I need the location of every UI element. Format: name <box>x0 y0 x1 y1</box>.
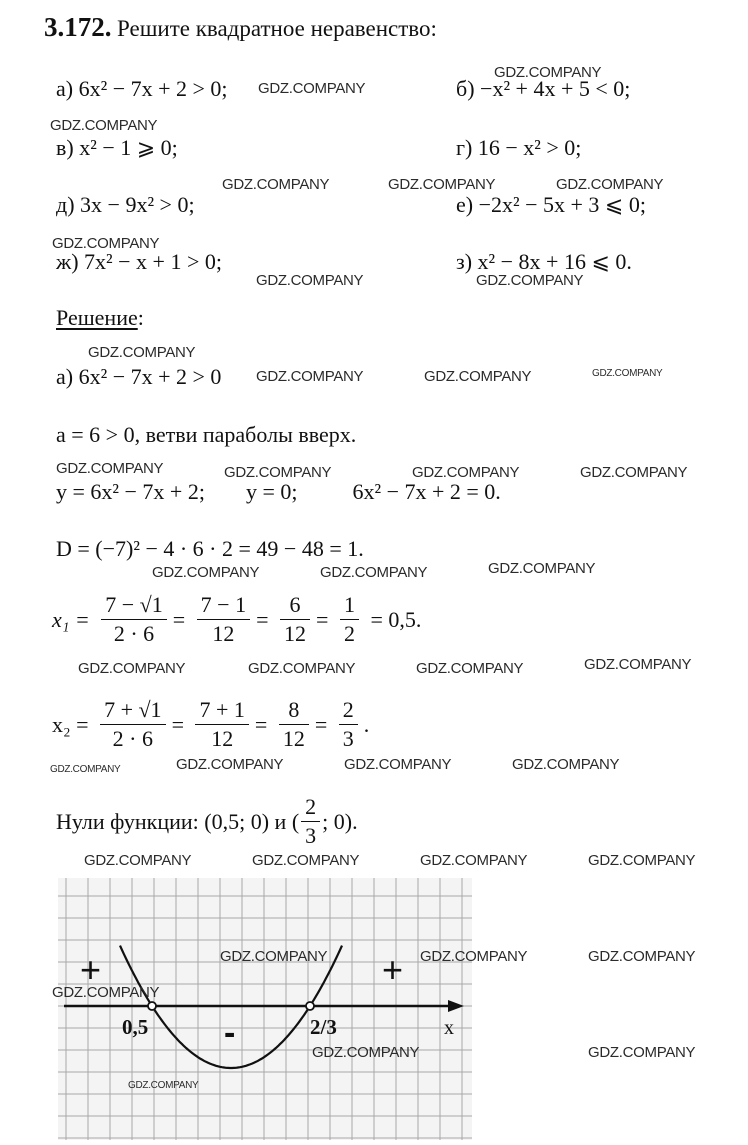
problem-item-d <box>56 192 195 218</box>
watermark: GDZ.COMPANY <box>248 660 356 677</box>
problem-header <box>44 12 437 43</box>
watermark: GDZ.COMPANY <box>588 1044 696 1061</box>
watermark: GDZ.COMPANY <box>256 272 364 289</box>
x2-fraction-1: $\frac{7 + √1}{2 \cdot 6}$ <box>100 697 165 752</box>
watermark: GDZ.COMPANY <box>494 64 602 81</box>
watermark: GDZ.COMPANY <box>224 464 332 481</box>
problem-item-v <box>56 135 178 161</box>
watermark: GDZ.COMPANY <box>592 368 663 379</box>
x1-result: = 0,5. <box>370 606 422 632</box>
minus-sign: - <box>224 1014 236 1052</box>
x1-fraction-4: $\frac{1}{2}$ <box>340 592 359 647</box>
watermark: GDZ.COMPANY <box>588 852 696 869</box>
problem-item-zh <box>56 249 222 275</box>
root-x1-line: x₁ = $\frac{7 - √1}{2 \cdot 6}$ = $\frac{7 - 1}{12}$ = $\frac{6}{12}$ = $\frac{1}{2}$ = 0,5. <box>52 592 422 646</box>
item-label: в) <box>56 135 74 160</box>
item-label: г) <box>456 135 473 160</box>
branch-note: a = 6 > 0, ветви параболы вверх. <box>56 422 357 447</box>
watermark: GDZ.COMPANY <box>580 464 688 481</box>
watermark: GDZ.COMPANY <box>588 948 696 965</box>
plus-sign-left: + <box>80 949 102 990</box>
axis-label-x: x <box>444 1017 454 1039</box>
watermark: GDZ.COMPANY <box>344 756 452 773</box>
watermark: GDZ.COMPANY <box>388 176 496 193</box>
item-label: ж) <box>56 249 79 274</box>
root-label-1: 0,5 <box>122 1015 149 1039</box>
x1-fraction-2: $\frac{7 - 1}{12}$ <box>197 592 250 647</box>
watermark: GDZ.COMPANY <box>256 368 364 385</box>
item-expr: −x² + 4x + 5 < 0; <box>480 76 631 101</box>
watermark: GDZ.COMPANY <box>512 756 620 773</box>
solution-heading <box>56 305 144 331</box>
watermark: GDZ.COMPANY <box>152 564 260 581</box>
root-point-2 <box>306 1002 314 1010</box>
problem-number: 3.172. <box>44 12 112 42</box>
watermark: GDZ.COMPANY <box>128 1080 199 1091</box>
watermark: GDZ.COMPANY <box>176 756 284 773</box>
x2-variable: x₂ = <box>52 711 89 737</box>
watermark: GDZ.COMPANY <box>52 984 160 1001</box>
watermark: GDZ.COMPANY <box>320 564 428 581</box>
watermark: GDZ.COMPANY <box>222 176 330 193</box>
x2-fraction-4: $\frac{2}{3}$ <box>339 697 358 752</box>
watermark: GDZ.COMPANY <box>78 660 186 677</box>
item-expr: −2x² − 5x + 3 ⩽ 0; <box>478 192 646 217</box>
item-label: д) <box>56 192 75 217</box>
watermark: GDZ.COMPANY <box>420 852 528 869</box>
function-zero: y = 0; <box>245 479 298 504</box>
graph-background <box>58 878 472 1140</box>
x1-fraction-1: $\frac{7 - √1}{2 \cdot 6}$ <box>101 592 166 647</box>
problem-item-a <box>56 76 228 102</box>
problem-instruction: Решите квадратное неравенство: <box>117 16 437 41</box>
x2-fraction-2: $\frac{7 + 1}{12}$ <box>195 697 248 752</box>
root-x2-line: x₂ = $\frac{7 + √1}{2 \cdot 6}$ = $\frac{7 + 1}{12}$ = $\frac{8}{12}$ = $\frac{2}{3}$ . <box>52 697 370 751</box>
zeros-prefix: Нули функции: (0,5; 0) и ( <box>56 808 300 834</box>
watermark: GDZ.COMPANY <box>476 272 584 289</box>
item-label: б) <box>456 76 475 101</box>
root-label-2: 2/3 <box>310 1015 337 1039</box>
discriminant: D = (−7)² − 4 · 6 · 2 = 49 − 48 = 1. <box>56 536 364 561</box>
problem-item-e <box>456 192 646 218</box>
item-expr: x² − 8x + 16 ⩽ 0. <box>477 249 632 274</box>
watermark: GDZ.COMPANY <box>488 560 596 577</box>
zeros-fraction: $\frac{2}{3}$ <box>301 794 320 849</box>
zeros-suffix: ; 0). <box>322 808 358 834</box>
item-expr: 7x² − x + 1 > 0; <box>84 249 222 274</box>
x2-fraction-3: $\frac{8}{12}$ <box>279 697 309 752</box>
watermark: GDZ.COMPANY <box>412 464 520 481</box>
function-definition: y = 6x² − 7x + 2; <box>56 479 205 504</box>
watermark: GDZ.COMPANY <box>556 176 664 193</box>
item-expr: 3x − 9x² > 0; <box>80 192 195 217</box>
watermark: GDZ.COMPANY <box>252 852 360 869</box>
part-label: а) <box>56 364 74 389</box>
item-label: е) <box>456 192 474 217</box>
item-label: а) <box>56 76 74 101</box>
item-expr: 16 − x² > 0; <box>477 135 582 160</box>
plus-sign-right: + <box>382 949 404 990</box>
watermark: GDZ.COMPANY <box>258 80 366 97</box>
watermark: GDZ.COMPANY <box>584 656 692 673</box>
watermark: GDZ.COMPANY <box>52 235 160 252</box>
function-line <box>56 479 501 505</box>
part-expr: 6x² − 7x + 2 > 0 <box>78 364 222 389</box>
x2-result: . <box>363 711 370 737</box>
function-zeros <box>56 794 358 849</box>
quadratic-equation: 6x² − 7x + 2 = 0. <box>352 479 501 504</box>
root-point-1 <box>148 1002 156 1010</box>
watermark: GDZ.COMPANY <box>424 368 532 385</box>
solution-heading-colon: : <box>137 305 144 330</box>
watermark: GDZ.COMPANY <box>88 344 196 361</box>
problem-item-g <box>456 135 581 161</box>
watermark: GDZ.COMPANY <box>50 764 121 775</box>
watermark: GDZ.COMPANY <box>420 948 528 965</box>
item-expr: 6x² − 7x + 2 > 0; <box>78 76 228 101</box>
parabola-graph <box>58 878 472 1140</box>
solution-part-a <box>56 364 221 390</box>
watermark: GDZ.COMPANY <box>84 852 192 869</box>
watermark: GDZ.COMPANY <box>416 660 524 677</box>
item-expr: x² − 1 ⩾ 0; <box>79 135 178 160</box>
watermark: GDZ.COMPANY <box>220 948 328 965</box>
watermark: GDZ.COMPANY <box>312 1044 420 1061</box>
watermark: GDZ.COMPANY <box>56 460 164 477</box>
item-label: з) <box>456 249 473 274</box>
watermark: GDZ.COMPANY <box>50 117 158 134</box>
x1-variable: x₁ = <box>52 606 90 632</box>
solution-heading-text: Решение <box>56 305 138 330</box>
x1-fraction-3: $\frac{6}{12}$ <box>280 592 310 647</box>
